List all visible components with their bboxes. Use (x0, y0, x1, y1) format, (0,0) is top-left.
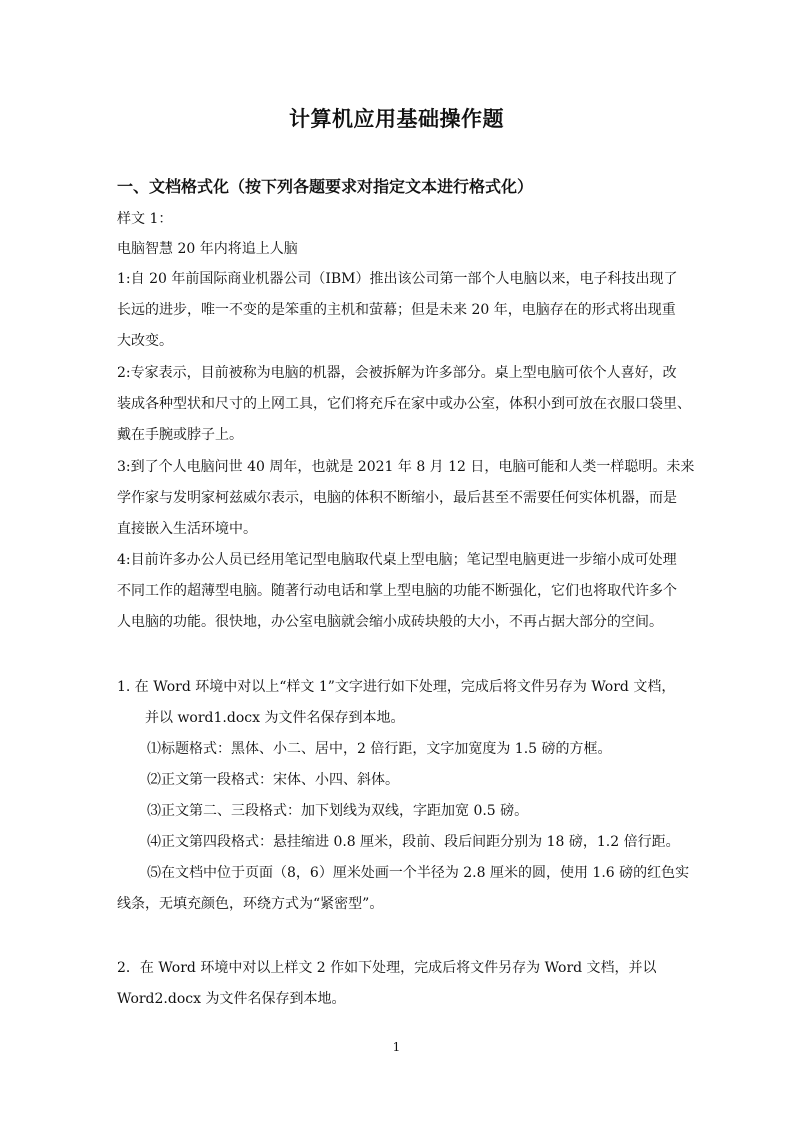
paragraph-3-line-1: 3:到了个人电脑问世 40 周年，也就是 2021 年 8 月 12 日，电脑可能和人类一样聪明。未来 (117, 459, 695, 475)
paragraph-4-line-3: 人电脑的功能。很快地，办公室电脑就会缩小成砖块般的大小，不再占据大部分的空间。 (117, 614, 663, 630)
paragraph-1-line-1: 1:自 20 年前国际商业机器公司（IBM）推出该公司第一部个人电脑以来，电子科技出现了 (117, 271, 678, 287)
paragraph-3-line-2: 学作家与发明家柯兹威尔表示，电脑的体积不断缩小，最后甚至不需要任何实体机器，而是 (117, 490, 677, 506)
paragraph-4-line-1: 4:目前许多办公人员已经用笔记型电脑取代桌上型电脑；笔记型电脑更进一步缩小成可处理 (117, 552, 677, 568)
question-2-line-1: 2．在 Word 环境中对以上样文 2 作如下处理，完成后将文件另存为 Word 文档，并以 (117, 960, 657, 976)
paragraph-2-line-2: 装成各种型状和尺寸的上网工具，它们将充斥在家中或办公室，体积小到可放在衣服口袋里、 (117, 396, 691, 412)
paragraph-4-line-2: 不同工作的超薄型电脑。随著行动电话和掌上型电脑的功能不断强化，它们也将取代许多个 (117, 583, 677, 599)
question-1-line-1: 1. 在 Word 环境中对以上“样文 1”文字进行如下处理，完成后将文件另存为 Word 文档， (117, 679, 676, 695)
paragraph-2-line-1: 2:专家表示，目前被称为电脑的机器，会被拆解为许多部分。桌上型电脑可依个人喜好，改 (117, 365, 677, 381)
question-1-item-1: ⑴标题格式：黑体、小二、居中，2 倍行距，文字加宽度为 1.5 磅的方框。 (147, 741, 612, 757)
question-1-item-5-cont: 线条，无填充颜色，环绕方式为“紧密型”。 (117, 896, 384, 912)
section-heading: 一、文档格式化（按下列各题要求对指定文本进行格式化） (117, 177, 534, 196)
sample-title: 电脑智慧 20 年内将追上人脑 (117, 241, 298, 257)
question-1-item-2: ⑵正文第一段格式：宋体、小四、斜体。 (147, 772, 399, 788)
paragraph-2-line-3: 戴在手腕或脖子上。 (117, 427, 243, 443)
paragraph-1-line-3: 大改变。 (117, 333, 173, 349)
question-1-item-3: ⑶正文第二、三段格式：加下划线为双线，字距加宽 0.5 磅。 (147, 803, 529, 819)
page-number: 1 (392, 1040, 401, 1054)
question-1-item-4: ⑷正文第四段格式：悬挂缩进 0.8 厘米，段前、段后间距分别为 18 磅，1.2 倍行距。 (147, 834, 680, 850)
question-1-line-2: 并以 word1.docx 为文件名保存到本地。 (145, 710, 405, 726)
sample-label: 样文 1： (117, 211, 173, 227)
paragraph-1-line-2: 长远的进步，唯一不变的是笨重的主机和萤幕；但是未来 20 年，电脑存在的形式将出现重 (117, 302, 676, 318)
document-title: 计算机应用基础操作题 (289, 107, 504, 131)
question-2-line-2: Word2.docx 为文件名保存到本地。 (117, 991, 346, 1007)
paragraph-3-line-3: 直接嵌入生活环境中。 (117, 521, 257, 537)
question-1-item-5: ⑸在文档中位于页面（8，6）厘米处画一个半径为 2.8 厘米的圆，使用 1.6 磅的红色实 (147, 865, 690, 881)
